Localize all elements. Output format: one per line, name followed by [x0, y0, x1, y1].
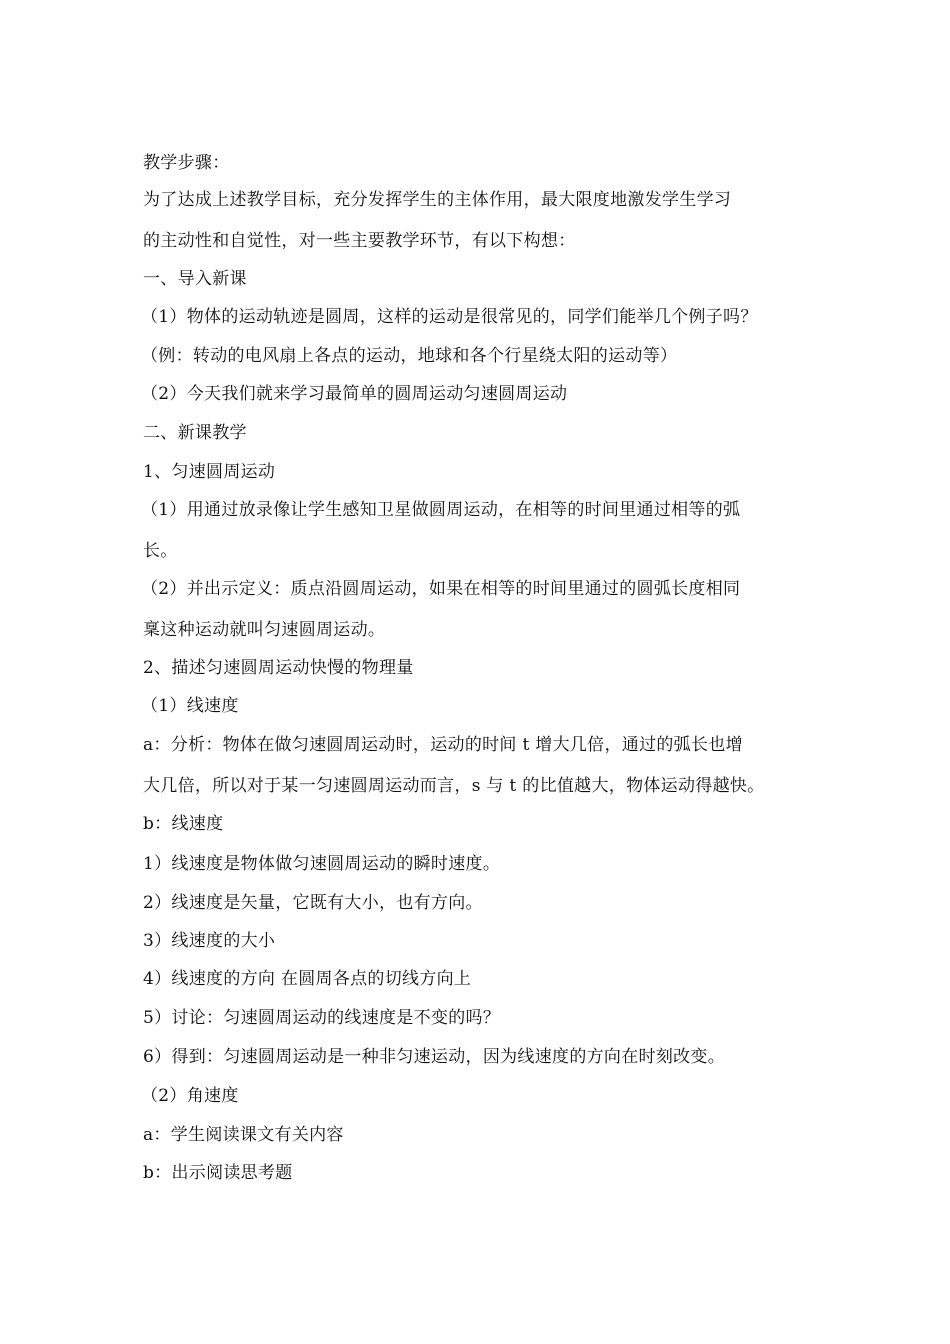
text-line-example: （例：转动的电风扇上各点的运动，地球和各个行星绕太阳的运动等）: [141, 346, 678, 366]
list-item-5: 5）讨论：匀速圆周运动的线速度是不变的吗？: [143, 1008, 501, 1028]
text-line-question: （1）物体的运动轨迹是圆周，这样的运动是很常见的，同学们能举几个例子吗？: [141, 307, 758, 327]
text-line-video-1: （1）用通过放录像让学生感知卫星做圆周运动，在相等的时间里通过相等的弧: [141, 500, 741, 520]
subheading-angular-velocity: （2）角速度: [141, 1086, 239, 1106]
section-heading-new-lesson: 二、新课教学: [143, 423, 247, 443]
text-line-intro-2: 的主动性和自觉性，对一些主要教学环节，有以下构想：: [143, 231, 576, 251]
text-line-b-questions: b：出示阅读思考题: [143, 1163, 293, 1183]
text-line-video-2: 长。: [143, 541, 178, 561]
text-line-steps-heading: 教学步骤：: [143, 153, 230, 173]
text-line-analysis-1: a：分析：物体在做匀速圆周运动时，运动的时间 t 增大几倍，通过的弧长也增: [143, 735, 743, 755]
text-line-definition-1: （2）并出示定义：质点沿圆周运动，如果在相等的时间里通过的圆弧长度相同: [141, 579, 741, 599]
text-line-intro-1: 为了达成上述教学目标，充分发挥学生的主体作用，最大限度地激发学生学习: [143, 190, 732, 210]
list-item-4: 4）线速度的方向 在圆周各点的切线方向上: [143, 969, 472, 989]
subheading-physical-quantities: 2、描述匀速圆周运动快慢的物理量: [143, 658, 414, 678]
text-line-b-linear-velocity: b：线速度: [143, 814, 224, 834]
section-heading-intro: 一、导入新课: [143, 269, 247, 289]
subheading-linear-velocity: （1）线速度: [141, 696, 239, 716]
text-line-definition-2: 稟这种运动就叫匀速圆周运动。: [143, 620, 386, 640]
text-line-analysis-2: 大几倍，所以对于某一匀速圆周运动而言，s 与 t 的比值越大，物体运动得越快。: [143, 776, 765, 796]
list-item-2: 2）线速度是矢量，它既有大小，也有方向。: [143, 893, 483, 913]
list-item-6: 6）得到：匀速圆周运动是一种非匀速运动，因为线速度的方向在时刻改变。: [143, 1047, 726, 1067]
text-line-today: （2）今天我们就来学习最简单的圆周运动匀速圆周运动: [141, 384, 568, 404]
subheading-uniform-circular-motion: 1、匀速圆周运动: [143, 462, 276, 482]
text-line-a-reading: a：学生阅读课文有关内容: [143, 1125, 344, 1145]
list-item-3: 3）线速度的大小: [143, 931, 276, 951]
list-item-1: 1）线速度是物体做匀速圆周运动的瞬时速度。: [143, 854, 501, 874]
